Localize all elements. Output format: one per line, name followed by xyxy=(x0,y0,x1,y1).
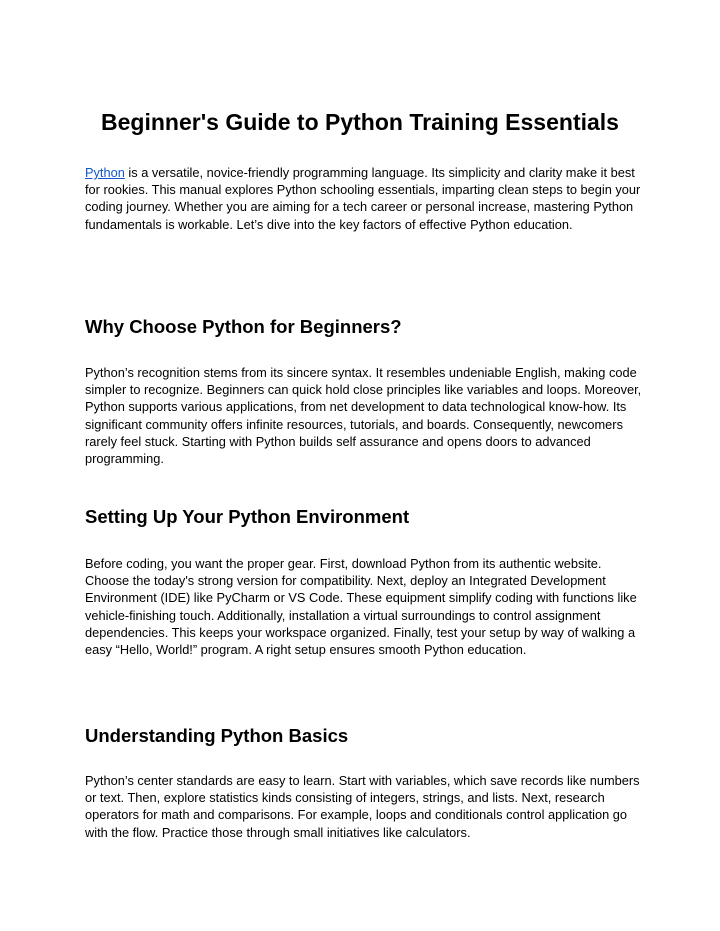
section-heading-basics: Understanding Python Basics xyxy=(85,725,349,746)
section-body-why-python: Python’s recognition stems from its sincere syntax. It resembles undeniable English, making code simpler to recognize. Beginners can quick hold close principles like variables and loops. Moreover, Python supports various applications, from net development to data technological know-how. Its significant community offers infinite resources, tutorials, and boards. Consequently, newcomers rarely feel stuck. Starting with Python builds self assurance and opens doors to advanced programming. xyxy=(85,365,642,467)
python-link[interactable]: Python xyxy=(85,165,125,180)
section-heading-setup: Setting Up Your Python Environment xyxy=(85,506,410,527)
intro-paragraph xyxy=(85,164,645,233)
section-body-basics: Python’s center standards are easy to learn. Start with variables, which save records like numbers or text. Then, explore statistics kinds consisting of integers, strings, and lists. Next, research operators for math and comparisons. For example, loops and conditionals control application go with the flow. Practice those through small initiatives like calculators. xyxy=(85,773,640,840)
intro-text: is a versatile, novice-friendly programming language. Its simplicity and clarity make it best for rookies. This manual explores Python schooling essentials, imparting clean steps to begin your coding journey. Whether you are aiming for a tech career or personal increase, mastering Python fundamentals is workable. Let’s dive into the key factors of effective Python education. xyxy=(85,165,641,232)
page-title: Beginner's Guide to Python Training Essentials xyxy=(101,109,619,135)
section-heading-why-python: Why Choose Python for Beginners? xyxy=(85,316,402,337)
section-body-setup: Before coding, you want the proper gear. First, download Python from its authentic website. Choose the today's strong version for compatibility. Next, deploy an Integrated Development Environment (IDE) like PyCharm or VS Code. These equipment simplify coding with functions like vehicle-finishing touch. Additionally, installation a virtual surroundings to control assignment dependencies. This keeps your workspace organized. Finally, test your setup by way of walking a easy “Hello, World!” program. A right setup ensures smooth Python education. xyxy=(85,556,637,658)
